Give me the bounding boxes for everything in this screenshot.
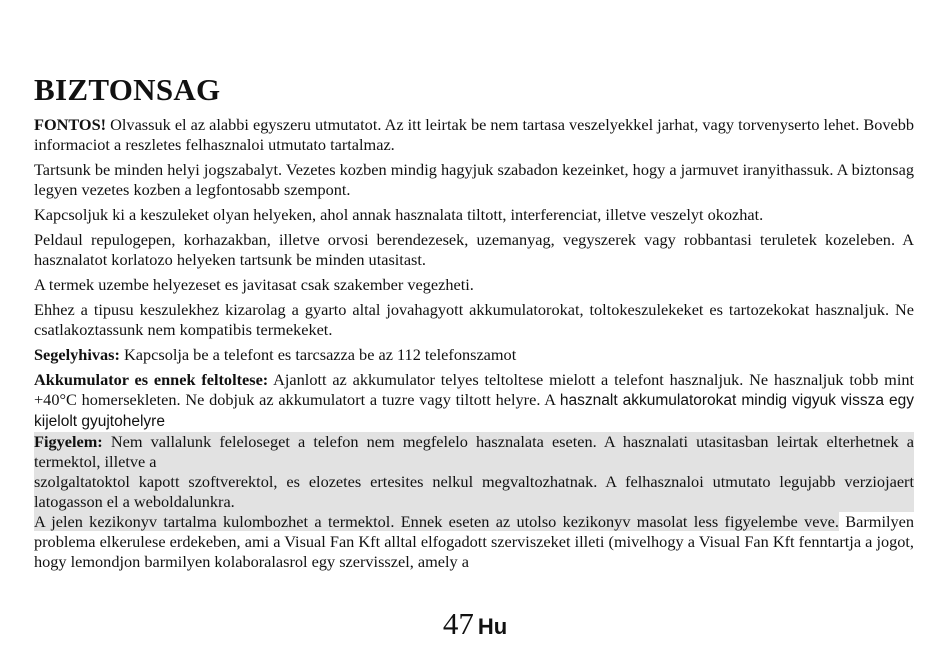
warning-paragraph xyxy=(34,432,914,472)
section-heading: BIZTONSAG xyxy=(34,72,221,107)
emergency-paragraph xyxy=(34,345,914,365)
important-label: FONTOS! xyxy=(34,115,107,134)
warning-label: Figyelem: xyxy=(34,432,103,451)
installation-paragraph: A termek uzembe helyezeset es javitasat csak szakember vegezheti. xyxy=(34,275,474,294)
emergency-text: Kapcsolja be a telefont es tarcsazza be az 112 telefonszamot xyxy=(119,345,517,364)
battery-label: Akkumulator es ennek feltoltese: xyxy=(34,370,269,389)
page-number: 47 xyxy=(442,606,474,641)
laws-paragraph: Tartsunk be minden helyi jogszabalyt. Vezetes kozben mindig hagyjuk szabadon kezeinket, hogy a jarmuvet iranyithassuk. A biztonsag legyen vezetes kozben a legfontosabb szempont. xyxy=(34,160,914,199)
software-paragraph: szolgaltatoktol kapott szoftverektol, es elozetes ertesites nelkul megvaltozhatnak. A felhasznaloi utmutato legujabb verziojaert latogasson el a weboldalunkra. xyxy=(34,472,914,511)
language-code: Hu xyxy=(477,614,508,639)
service-text: Barmilyen problema elkerulese erdekeben, ami a Visual Fan Kft alltal elfogadott szerviszeket illeti (mivelhogy a Visual Fan Kft fenntartja a jogot, hogy lemondjon barmilyen kolaboralasrol egy szervisszel, amely a xyxy=(34,512,915,571)
important-text: Olvassuk el az alabbi egyszeru utmutatot. Az itt leirtak be nem tartasa veszelyekkel jarhat, vagy torvenyserto lehet. Bovebb informaciot a reszletes felhasznaloi utmutato tartalmaz. xyxy=(34,115,914,154)
manual-diff-paragraph xyxy=(34,512,914,572)
page-footer xyxy=(0,606,950,642)
example-places-paragraph: Peldaul repulogepen, korhazakban, illetve orvosi berendezesek, uzemanyag, vegyszerek vagy robbantasi teruletek kozeleben. A hasznalatot korlatozo helyeken tartsunk be minden utasitast. xyxy=(34,230,914,269)
accessories-paragraph: Ehhez a tipusu keszulekhez kizarolag a gyarto altal jovahagyott akkumulatorokat, toltokeszulekeket es tartozekokat hasznaljuk. Ne csatlakoztassunk nem kompatibis termekeket. xyxy=(34,300,914,339)
switch-off-paragraph: Kapcsoljuk ki a keszuleket olyan helyeken, ahol annak hasznalata tiltott, interferenciat, illetve veszelyt okozhat. xyxy=(34,205,764,224)
battery-text: Ajanlott az akkumulator telyes teltoltese mielott a telefont hasznaljuk. Ne hasznaljuk tobb mint +40°C homersekleten. Ne dobjuk az akkumulatort a tuzre vagy tiltott helyre. A xyxy=(34,370,915,409)
emergency-label: Segelyhivas: xyxy=(34,345,120,364)
important-paragraph xyxy=(34,115,914,155)
warning-text: Nem vallalunk feleloseget a telefon nem megfelelo hasznalata eseten. A hasznalati utasitasban leirtak elterhetnek a termektol, illetve a xyxy=(34,432,914,471)
battery-recycle-text: hasznalt akkumulatorokat mindig vigyuk vissza egy kijelolt gyujtohelyre xyxy=(34,392,914,430)
manual-diff-highlighted: A jelen kezikonyv tartalma kulombozhet a termektol. Ennek eseten az utolso kezikonyv masolat less figyelembe veve. xyxy=(34,512,839,531)
battery-paragraph xyxy=(34,370,914,432)
page-content xyxy=(34,72,914,572)
